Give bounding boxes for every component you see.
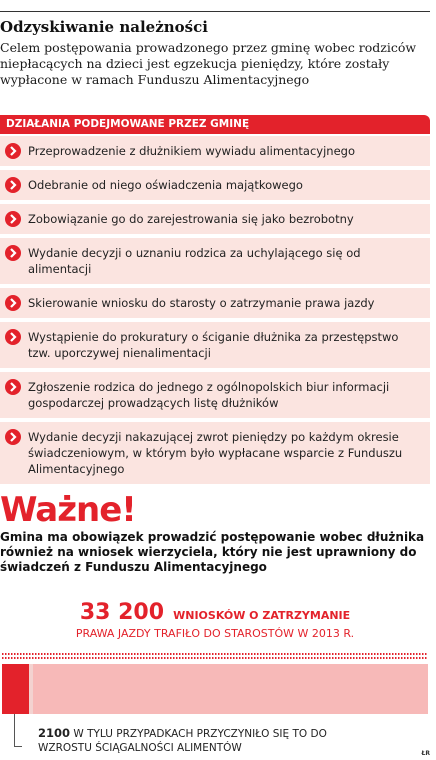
- intro-text: Celem postępowania prowadzonego przez gminę wobec rodziców niepłacących na dzieci jest egzekucja pieniędzy, które zostały wypłacone w ramach Funduszu Alimentacyjnego: [0, 40, 417, 87]
- important-heading: Ważne!: [0, 490, 136, 530]
- arrow-right-icon: [5, 429, 21, 445]
- dotted-divider: [0, 652, 430, 660]
- list-item: [0, 170, 430, 200]
- action-text: Wydanie decyzji nakazującej zwrot pieniędzy po każdym okresie świadczeniowym, w którym było wypłacane wsparcie z Funduszu Alimentacyjnego: [28, 430, 403, 476]
- list-item: [0, 422, 430, 484]
- arrow-right-icon: [5, 295, 21, 311]
- list-item: [0, 288, 430, 318]
- important-text: Gmina ma obowiązek prowadzić postępowanie wobec dłużnika również na wniosek wierzyciela, który nie jest uprawniony do świadczeń z Funduszu Alimentacyjnego: [0, 530, 425, 574]
- arrow-right-icon: [5, 245, 21, 261]
- actions-list: [0, 136, 430, 488]
- list-item: [0, 322, 430, 368]
- footnote-text: W TYLU PRZYPADKACH PRZYCZYNIŁO SIĘ TO DO WZROSTU ŚCIĄGALNOŚCI ALIMENTÓW: [38, 728, 327, 754]
- arrow-right-icon: [5, 143, 21, 159]
- action-text: Zgłoszenie rodzica do jednego z ogólnopolskich biur informacji gospodarczej prowadzących listę dłużników: [28, 380, 390, 410]
- stat-label-line1: WNIOSKÓW O ZATRZYMANIE: [173, 609, 351, 622]
- action-text: Wydanie decyzji o uznaniu rodzica za uchylającego się od alimentacji: [28, 246, 361, 276]
- page-title: Odzyskiwanie należności: [0, 18, 208, 36]
- stat-number: 33 200: [79, 600, 165, 625]
- action-text: Wystąpienie do prokuratury o ściganie dłużnika za przestępstwo tzw. uporczywej nienalimentacji: [28, 330, 399, 360]
- top-rule: [0, 11, 430, 12]
- list-item: [0, 136, 430, 166]
- arrow-right-icon: [5, 329, 21, 345]
- leader-line: [14, 714, 15, 746]
- section-header: DZIAŁANIA PODEJMOWANE PRZEZ GMINĘ: [0, 115, 430, 134]
- list-item: [0, 372, 430, 418]
- list-item: [0, 238, 430, 284]
- bar-rest: [33, 664, 428, 714]
- footnote: [38, 726, 368, 755]
- stat-block: [0, 600, 430, 640]
- footnote-number: 2100: [38, 726, 71, 740]
- arrow-right-icon: [5, 379, 21, 395]
- leader-line-tick: [14, 746, 22, 747]
- action-text: Odebranie od niego oświadczenia majątkowego: [28, 178, 303, 192]
- bar-part: [2, 664, 29, 714]
- stat-label-line2: PRAWA JAZDY TRAFIŁO DO STAROSTÓW W 2013 R.: [75, 627, 355, 640]
- arrow-right-icon: [5, 211, 21, 227]
- list-item: [0, 204, 430, 234]
- arrow-right-icon: [5, 177, 21, 193]
- proportion-bar: [2, 664, 428, 714]
- action-text: Skierowanie wniosku do starosty o zatrzymanie prawa jazdy: [28, 296, 375, 310]
- action-text: Przeprowadzenie z dłużnikiem wywiadu alimentacyjnego: [28, 144, 356, 158]
- credit: ŁR: [421, 750, 430, 757]
- action-text: Zobowiązanie go do zarejestrowania się jako bezrobotny: [28, 212, 354, 226]
